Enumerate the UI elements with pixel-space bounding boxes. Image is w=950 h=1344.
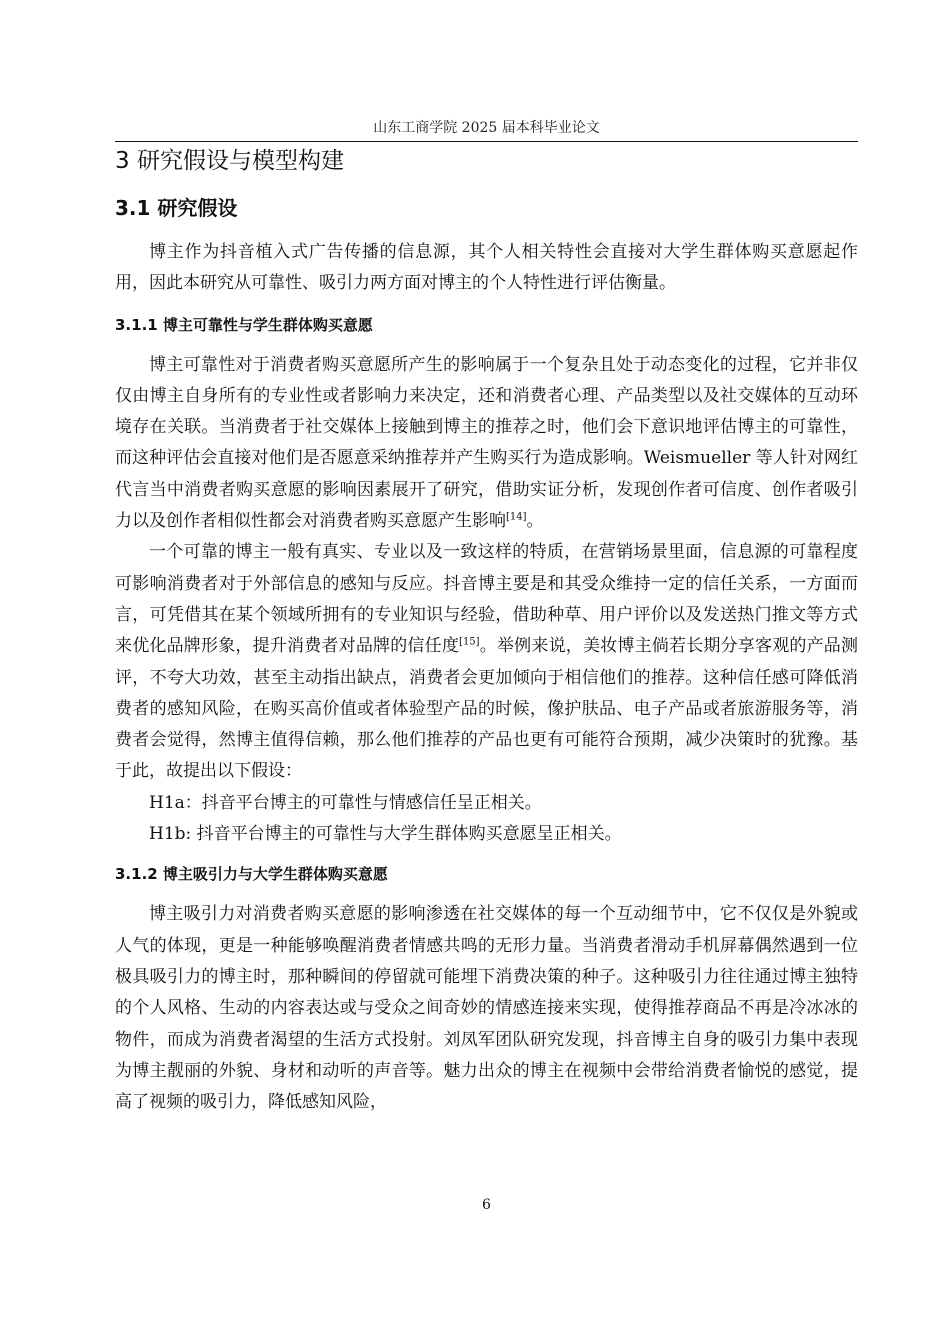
hypothesis-h1a: H1a：抖音平台博主的可靠性与情感信任呈正相关。 — [149, 792, 542, 813]
reliability-paragraph-2-text: 一个可靠的博主一般有真实、专业以及一致这样的特质，在营销场景里面，信息源的可靠程度可影响消费者对于外部信息的感知与反应。抖音博主要是和其受众维持一定的信任关系，一方面而言，可凭借其在某个领域所拥有的专业知识与经验，借助种草、用户评价以及发送热门推文等方式来优化品牌形象，提升消费者对品牌的信任度 — [115, 542, 858, 657]
page-number: 6 — [482, 1197, 491, 1213]
subsection-heading: 3.1 研究假设 — [115, 196, 238, 220]
intro-paragraph: 博主作为抖音植入式广告传播的信息源，其个人相关特性会直接对大学生群体购买意愿起作用，因此本研究从可靠性、吸引力两方面对博主的个人特性进行评估衡量。 — [115, 242, 858, 294]
hypothesis-h1b: H1b: 抖音平台博主的可靠性与大学生群体购买意愿呈正相关。 — [149, 824, 622, 845]
reliability-paragraph-1 — [115, 350, 858, 538]
reliability-paragraph-1-end: 。 — [526, 511, 544, 532]
header-rule — [115, 141, 858, 142]
subsubsection-heading-attractiveness: 3.1.2 博主吸引力与大学生群体购买意愿 — [115, 865, 388, 884]
reliability-paragraph-1-text: 博主可靠性对于消费者购买意愿所产生的影响属于一个复杂且处于动态变化的过程，它并非仅仅由博主自身所有的专业性或者影响力来决定，还和消费者心理、产品类型以及社交媒体的互动环境存在关联。当消费者于社交媒体上接触到博主的推荐之时，他们会下意识地评估博主的可靠性，而这种评估会直接对他们是否愿意采纳推荐并产生购买行为造成影响。Weismueller 等人针对网红代言当中消费者购买意愿的影响因素展开了研究，借助实证分析，发现创作者可信度、创作者吸引力以及创作者相似性都会对消费者购买意愿产生影响 — [115, 354, 858, 532]
subsubsection-heading-reliability: 3.1.1 博主可靠性与学生群体购买意愿 — [115, 315, 373, 334]
citation-14: [14] — [506, 511, 527, 523]
reliability-paragraph-2-rest: 。举例来说，美妆博主倘若长期分享客观的产品测评，不夸大功效，甚至主动指出缺点，消费者会更加倾向于相信他们的推荐。这种信任感可降低消费者的感知风险，在购买高价值或者体验型产品的时候，像护肤品、电子产品或者旅游服务等，消费者会觉得，然博主值得信赖，那么他们推荐的产品也更有可能符合预期，减少决策时的犹豫。基于此，故提出以下假设： — [115, 636, 859, 782]
attractiveness-paragraph: 博主吸引力对消费者购买意愿的影响渗透在社交媒体的每一个互动细节中，它不仅仅是外貌或人气的体现，更是一种能够唤醒消费者情感共鸣的无形力量。当消费者滑动手机屏幕偶然遇到一位极具吸引力的博主时，那种瞬间的停留就可能埋下消费决策的种子。这种吸引力往往通过博主独特的个人风格、生动的内容表达或与受众之间奇妙的情感连接来实现，使得推荐商品不再是冷冰冰的物件，而成为消费者渴望的生活方式投射。刘凤军团队研究发现，抖音博主自身的吸引力集中表现为博主靓丽的外貌、身材和动听的声音等。魅力出众的博主在视频中会带给消费者愉悦的感觉，提高了视频的吸引力，降低感知风险， — [115, 904, 858, 1113]
page-content — [115, 144, 858, 1118]
section-heading: 3 研究假设与模型构建 — [115, 148, 344, 174]
citation-15: [15] — [459, 636, 480, 648]
reliability-paragraph-2 — [115, 537, 858, 787]
running-header: 山东工商学院 2025 届本科毕业论文 — [373, 120, 600, 136]
